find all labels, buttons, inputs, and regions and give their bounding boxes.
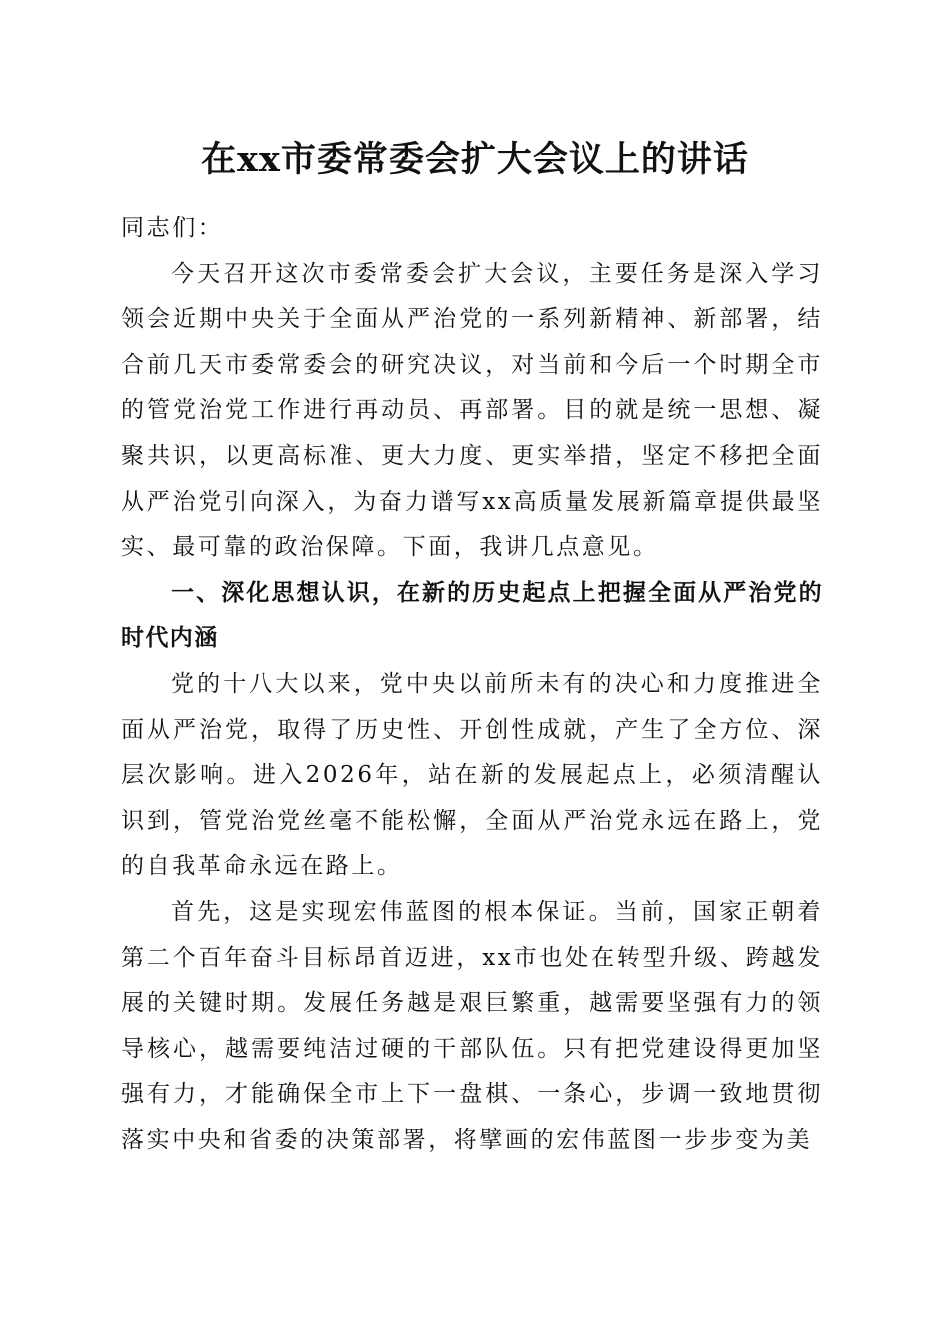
paragraph-section1-1: 党的十八大以来，党中央以前所未有的决心和力度推进全面从严治党，取得了历史性、开创性成就，产生了全方位、深层次影响。进入2026年，站在新的发展起点上，必须清醒认识到，管党治党丝毫不能松懈，全面从严治党永远在路上，党的自我革命永远在路上。 (121, 670, 823, 880)
salutation: 同志们： (121, 215, 224, 241)
document-title: 在xx市委常委会扩大会议上的讲话 (201, 139, 749, 180)
paragraph-section1-2: 首先，这是实现宏伟蓝图的根本保证。当前，国家正朝着第二个百年奋斗目标昂首迈进，xx市也处在转型升级、跨越发展的关键时期。发展任务越是艰巨繁重，越需要坚强有力的领导核心，越需要纯洁过硬的干部队伍。只有把党建设得更加坚强有力，才能确保全市上下一盘棋、一条心，步调一致地贯彻落实中央和省委的决策部署，将擘画的宏伟蓝图一步步变为美 (121, 898, 823, 1153)
document-body (121, 206, 823, 1163)
paragraph-intro: 今天召开这次市委常委会扩大会议，主要任务是深入学习领会近期中央关于全面从严治党的一系列新精神、新部署，结合前几天市委常委会的研究决议，对当前和今后一个时期全市的管党治党工作进行再动员、再部署。目的就是统一思想、凝聚共识，以更高标准、更大力度、更实举措，坚定不移把全面从严治党引向深入，为奋力谱写xx高质量发展新篇章提供最坚实、最可靠的政治保障。下面，我讲几点意见。 (121, 260, 823, 561)
section-heading-1: 一、深化思想认识，在新的历史起点上把握全面从严治党的时代内涵 (121, 579, 823, 652)
